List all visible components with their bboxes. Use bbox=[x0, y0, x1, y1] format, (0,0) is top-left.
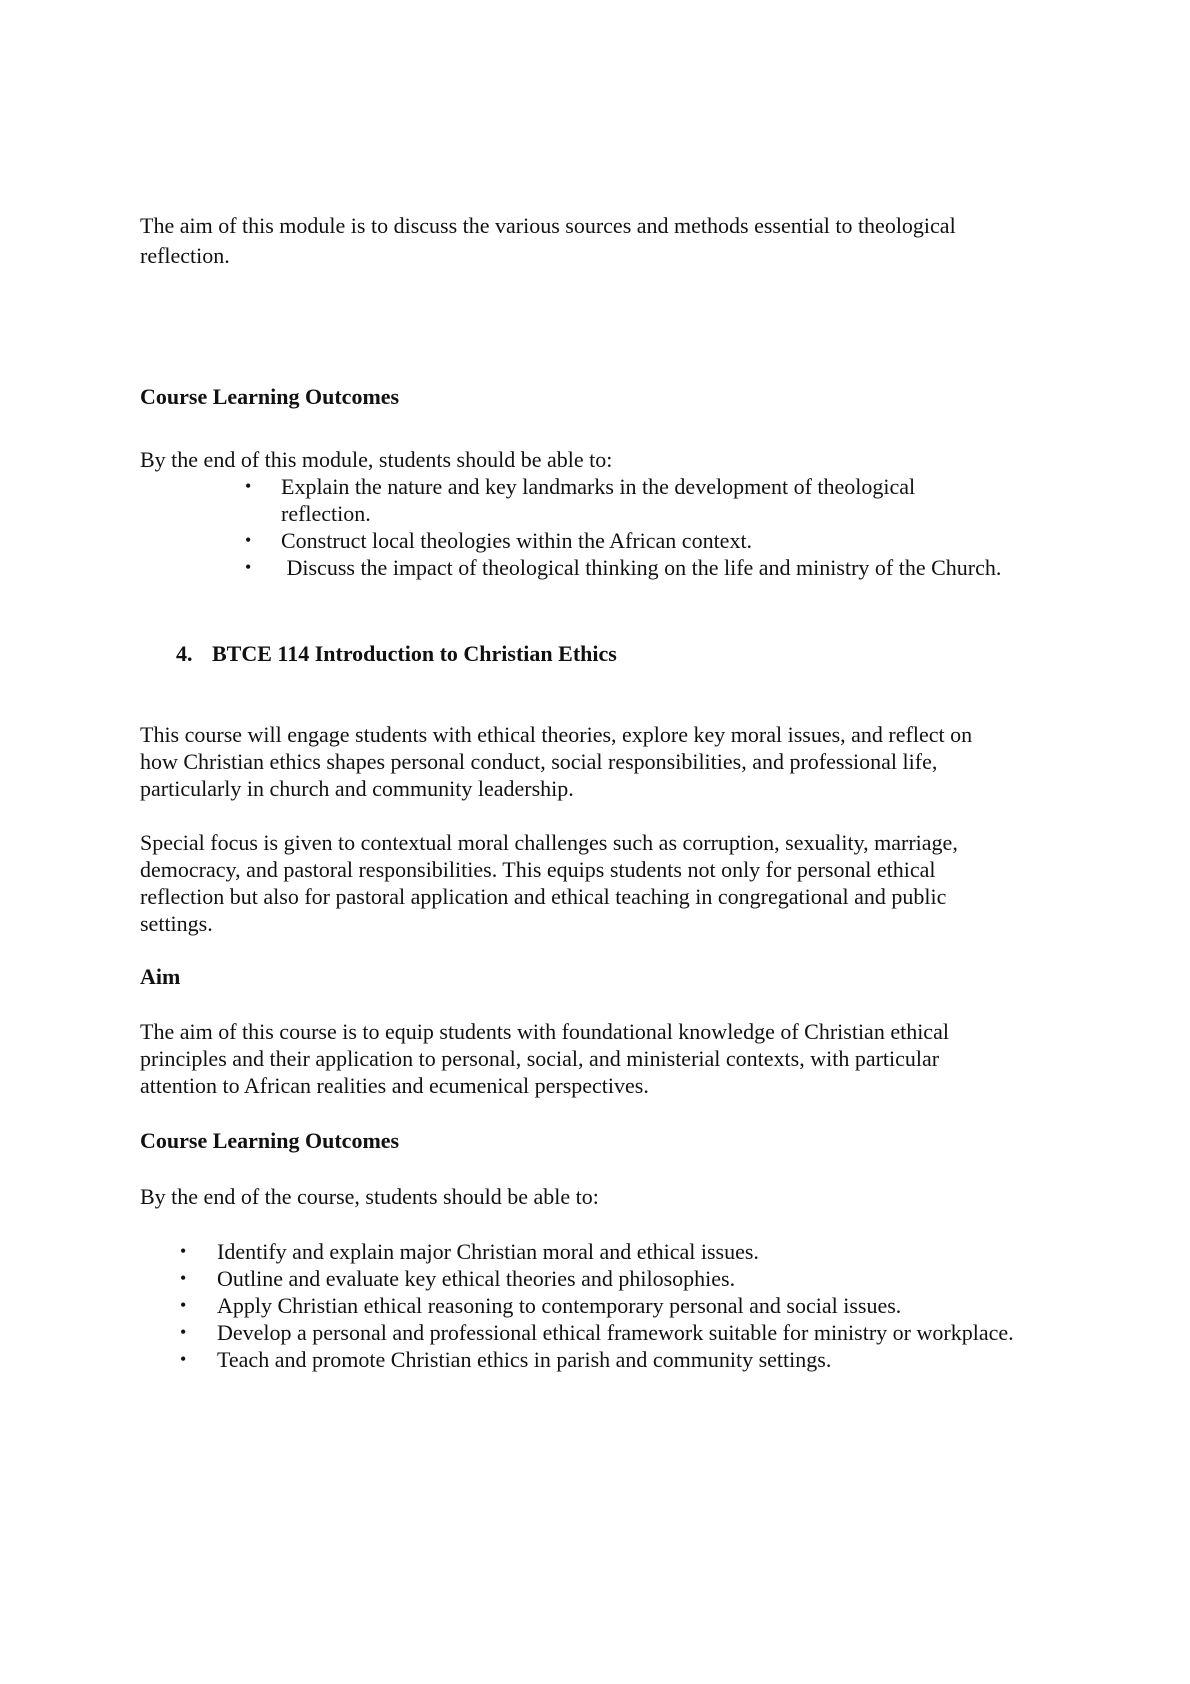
text-line: Special focus is given to contextual moral challenges such as corruption, sexuality, marriage, bbox=[140, 830, 958, 855]
list-item bbox=[180, 1319, 1080, 1346]
outcomes-list bbox=[180, 1238, 1080, 1373]
aim-heading: Aim bbox=[140, 964, 181, 989]
section-heading: Course Learning Outcomes bbox=[140, 1128, 400, 1153]
list-item bbox=[245, 527, 1065, 554]
bullet-icon: • bbox=[180, 1241, 187, 1261]
text-line: reflection. bbox=[140, 243, 230, 268]
course-heading bbox=[176, 640, 1096, 667]
list-item bbox=[180, 1292, 1080, 1319]
bullet-icon: • bbox=[180, 1322, 187, 1342]
list-item-text: Develop a personal and professional ethical framework suitable for ministry or workplace. bbox=[217, 1320, 1014, 1345]
module-aim-paragraph bbox=[140, 211, 1060, 271]
section-number: 4. bbox=[176, 641, 193, 666]
text-line: settings. bbox=[140, 911, 213, 936]
list-item bbox=[180, 1265, 1080, 1292]
text-line: particularly in church and community leadership. bbox=[140, 776, 574, 801]
course-description-paragraph bbox=[140, 721, 1060, 802]
list-item-text: Apply Christian ethical reasoning to contemporary personal and social issues. bbox=[217, 1293, 902, 1318]
bullet-icon: • bbox=[245, 476, 252, 496]
list-item bbox=[180, 1346, 1080, 1373]
special-focus-paragraph bbox=[140, 829, 1060, 937]
bullet-icon: • bbox=[180, 1268, 187, 1288]
text-line: This course will engage students with ethical theories, explore key moral issues, and reflect on bbox=[140, 722, 973, 747]
list-item-text: Discuss the impact of theological thinking on the life and ministry of the Church. bbox=[281, 555, 1002, 580]
list-item-text: Outline and evaluate key ethical theories and philosophies. bbox=[217, 1266, 736, 1291]
list-item bbox=[180, 1238, 1080, 1265]
text-line: principles and their application to personal, social, and ministerial contexts, with particular bbox=[140, 1046, 940, 1071]
section-heading: Course Learning Outcomes bbox=[140, 384, 400, 409]
outcomes-lead-text: By the end of this module, students should be able to: bbox=[140, 447, 613, 472]
bullet-icon: • bbox=[180, 1349, 187, 1369]
bullet-icon: • bbox=[245, 530, 252, 550]
text-line: democracy, and pastoral responsibilities. This equips students not only for personal ethical bbox=[140, 857, 936, 882]
bullet-icon: • bbox=[180, 1295, 187, 1315]
bullet-icon: • bbox=[245, 557, 252, 577]
text-line: The aim of this module is to discuss the various sources and methods essential to theological bbox=[140, 213, 956, 238]
outcomes-lead-text: By the end of the course, students should be able to: bbox=[140, 1184, 599, 1209]
list-item-text: Identify and explain major Christian moral and ethical issues. bbox=[217, 1239, 759, 1264]
list-item bbox=[245, 473, 1065, 527]
text-line: attention to African realities and ecumenical perspectives. bbox=[140, 1073, 649, 1098]
course-title: BTCE 114 Introduction to Christian Ethics bbox=[212, 641, 617, 666]
list-item bbox=[245, 554, 1065, 581]
list-item-text: Construct local theologies within the African context. bbox=[281, 528, 753, 553]
outcomes-list bbox=[245, 473, 1065, 581]
text-line: The aim of this course is to equip students with foundational knowledge of Christian ethical bbox=[140, 1019, 949, 1044]
text-line: reflection but also for pastoral application and ethical teaching in congregational and public bbox=[140, 884, 947, 909]
aim-paragraph bbox=[140, 1018, 1060, 1099]
list-item-text: Teach and promote Christian ethics in parish and community settings. bbox=[217, 1347, 832, 1372]
list-item-text: Explain the nature and key landmarks in the development of theological bbox=[281, 474, 916, 499]
list-item-text: reflection. bbox=[281, 501, 371, 526]
text-line: how Christian ethics shapes personal conduct, social responsibilities, and professional life, bbox=[140, 749, 938, 774]
